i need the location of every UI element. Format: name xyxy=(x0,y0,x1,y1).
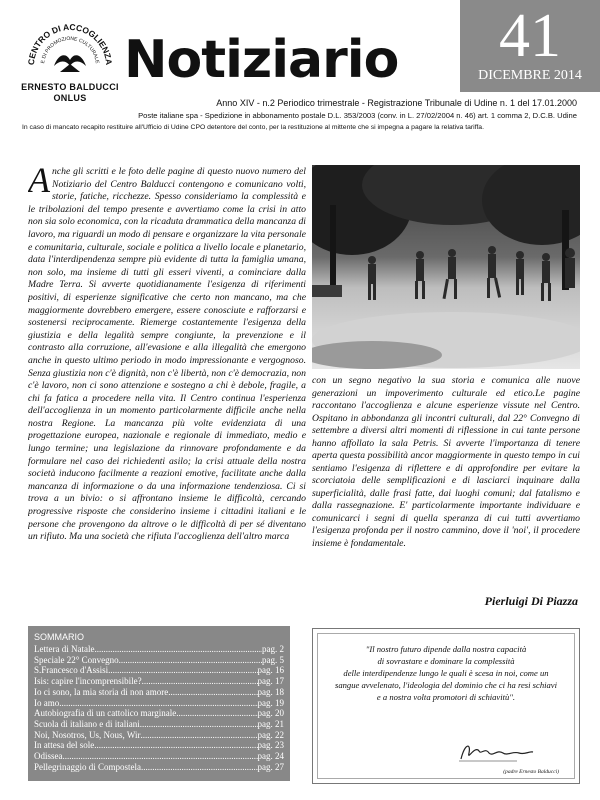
toc-item[interactable] xyxy=(34,751,284,762)
newsletter-title: Notiziario xyxy=(124,30,399,90)
issue-number: 41 xyxy=(499,2,561,70)
quote-box xyxy=(312,628,580,784)
quote-signature-label: (padre Ernesto Balducci) xyxy=(503,769,559,775)
drop-cap: A xyxy=(28,166,50,200)
toc-item-title: In attesa del sole xyxy=(34,740,95,751)
logo-emblem-icon xyxy=(20,14,120,84)
toc-item-page: pag. 24 xyxy=(257,751,284,762)
issue-box xyxy=(460,0,600,92)
toc-item[interactable] xyxy=(34,698,284,709)
handwritten-signature-icon xyxy=(457,739,537,765)
toc-item-title: Lettera di Natale xyxy=(34,644,95,654)
logo-arc-text: CENTRO DI ACCOGLIENZA xyxy=(25,21,115,66)
toc-dot-leader xyxy=(63,751,258,762)
toc-dot-leader xyxy=(140,730,257,741)
svg-text:CENTRO DI ACCOGLIENZA xyxy=(26,22,114,66)
logo-onlus: ONLUS xyxy=(53,93,87,103)
toc-item-title: Pellegrinaggio di Compostela xyxy=(34,761,141,772)
toc-item[interactable] xyxy=(34,676,284,687)
registration-line-1: Anno XIV - n.2 Periodico trimestrale - Registrazione Tribunale di Udine n. 1 del 17.01.2000 xyxy=(216,98,577,108)
logo-arc-subtext: E DI PROMOZIONE CULTURALE xyxy=(40,35,100,64)
registration-line-3: In caso di mancato recapito restituire all'Ufficio di Udine CPO detentore del conto, per la restituzione al mittente che si impegna a pagare la relativa tariffa. xyxy=(22,124,484,131)
toc-item[interactable] xyxy=(34,740,284,751)
toc-item-title: S.Francesco d'Assisi xyxy=(34,665,109,676)
article-left-column xyxy=(28,166,306,618)
toc-item-title: Autobiografia di un cattolico marginale xyxy=(34,708,177,719)
quote-text xyxy=(321,643,571,703)
toc-item-page: pag. 20 xyxy=(257,708,284,719)
toc-item-page: pag. 5 xyxy=(262,654,284,665)
toc-item[interactable] xyxy=(34,719,284,730)
toc-dot-leader xyxy=(94,644,262,655)
toc-item-page: pag. 2 xyxy=(262,644,284,654)
toc-dot-leader xyxy=(119,655,262,666)
toc-dot-leader xyxy=(142,676,258,687)
toc-item-page: pag. 27 xyxy=(257,761,284,772)
toc-dot-leader xyxy=(168,687,257,698)
quote-line: delle interdipendenze lungo le quali è scesa in noi, come un xyxy=(343,668,549,678)
toc-dot-leader xyxy=(108,665,257,676)
toc-item-title: Io amo xyxy=(34,697,60,708)
toc-item-page: pag. 18 xyxy=(257,686,284,697)
toc-item[interactable] xyxy=(34,730,284,741)
quote-line: "Il nostro futuro dipende dalla nostra capacità xyxy=(365,644,527,654)
toc-item-title: Scuola di italiano e di italiani xyxy=(34,718,140,729)
toc-list xyxy=(28,644,290,772)
quote-line: e a nostra volta promotori di schiavitù". xyxy=(376,692,516,702)
toc-item-page: pag. 23 xyxy=(257,740,284,751)
toc-item[interactable] xyxy=(34,762,284,773)
article-photo xyxy=(312,165,580,369)
toc-item[interactable] xyxy=(34,644,284,655)
toc-dot-leader xyxy=(59,698,257,709)
issue-date: DICEMBRE 2014 xyxy=(478,68,582,83)
toc-dot-leader xyxy=(94,740,257,751)
toc-item[interactable] xyxy=(34,708,284,719)
toc-dot-leader xyxy=(141,762,258,773)
registration-line-2: Poste italiane spa - Spedizione in abbonamento postale D.L. 353/2003 (conv. in L. 27/02/2004 n. 46) art. 1 comma 2, D.C.B. Udine xyxy=(138,111,577,120)
article-left-text: nche gli scritti e le foto delle pagine di questo nuovo numero del Notiziario del Centro Balducci contengono e comunicano volti, storie, fatiche, ricchezze. Spesso consideriamo la complessità e le tribolazioni del tempo presente e avvertiamo come la crisi in atto non sia solo economica, con la ricaduta drammatica della mancanza di lavoro, ma riguardi un modo di pensare e organizzare la vita personale e comunitaria, culturale, sociale e politica a livello locale e planetario, data l'interdipendenza sempre più evidente di tutta la famiglia umana, non solo, ma insieme di tutti gli esseri viventi, a cominciare dalla Madre Terra. Si avverte quotidianamente l'esigenza di riferimenti positivi, di esperienze significative che certo non mancano, ma che maggiormente dovrebbero emergere, essere conosciute e rafforzarsi e sostenersi reciprocamente. Riemerge costantemente l'esigenza della giustizia e della legalità sempre congiunte, la prevenzione e il contrasto alla corruzione, all'evasione e alla illegalità che emergono anche in questo ultimo periodo in modo impressionante e vergognoso. Senza giustizia non c'è dignità, non c'è libertà, non c'è democrazia, non c'è lavoro, non ci sono attenzione e sostegno a chi è debole, fragile, a chi fa fatica a procedere nella vita. Il Centro continua l'esperienza dell'accoglienza in un momento particolarmente difficile anche nella nostra Regione. La mancanza più volte evidenziata di una progettazione europea, nazionale e regionale di immediato, medio e lungo termine; una legislazione da rinnovare profondamente e da formulare nel caso dei richiedenti asilo; la crisi attuale della nostra società inducono facilmente a reazioni emotive, facilitate anche dalla mancanza di informazione o da una informazione tendenziosa. Ci si trova a un bivio: o si affrontano insieme le difficoltà, cercando progressive risposte che considerino insieme i cittadini italiani e le persone che provengono da altrove o le difficoltà di per sé diventano un rifiuto. Ma una società che rifiuta l'accoglienza dell'altro marca xyxy=(28,166,306,543)
toc-item-title: Io ci sono, la mia storia di non amore xyxy=(34,686,169,697)
toc-dot-leader xyxy=(176,708,257,719)
toc-item-page: pag. 16 xyxy=(257,665,284,676)
toc-heading: SOMMARIO xyxy=(34,632,85,642)
toc-item-page: pag. 19 xyxy=(257,697,284,708)
toc-item[interactable] xyxy=(34,665,284,676)
logo-name: ERNESTO BALDUCCI xyxy=(21,82,119,92)
toc-item-title: Speciale 22° Convegno xyxy=(34,654,119,665)
table-of-contents xyxy=(28,626,290,781)
article-right-column: con un segno negativo la sua storia e comunica alle nuove generazioni un impoverimento culturale ed etico.Le pagine raccontano l'accoglienza e alcune esperienze vissute nel Centro. Ospitano in abbondanza gli incontri culturali, dal 22° Convegno di settembre a diversi altri momenti di riflessione in cui tante persone hanno affollato la sala Petris. Si avverte l'importanza di tenere aperta questa possibilità ancor maggiormente in questo tempo in cui sentiamo l'esigenza di riflettere e di approfondire per evitare la scorciatoia delle semplificazioni e di lasciarci inquinare dalla superficialità, dalle frasi fatte, dai luoghi comuni; dal fatalismo e dalla rassegnazione. E' particolarmente importante individuare e comunicarci i segni di quella speranza di cui tutti avvertiamo l'esigenza profonda per il nostro cammino, dove il 'noi', il procedere insieme è fondamentale. xyxy=(312,375,580,549)
toc-item-page: pag. 17 xyxy=(257,676,284,687)
quote-line: sangue avvelenato, l'ideologia del dominio che ci ha resi schiavi xyxy=(334,680,558,690)
toc-item-title: Isis: capire l'incomprensibile? xyxy=(34,676,142,687)
photo-people-dancing-icon xyxy=(312,165,580,369)
author-signature: Pierluigi Di Piazza xyxy=(484,594,578,608)
toc-item-page: pag. 21 xyxy=(257,718,284,729)
toc-item[interactable] xyxy=(34,687,284,698)
toc-item-title: Noi, Nosotros, Us, Nous, Wir xyxy=(34,729,141,740)
toc-item-title: Odissea xyxy=(34,751,63,762)
toc-dot-leader xyxy=(140,719,258,730)
toc-item-page: pag. 22 xyxy=(257,729,284,740)
quote-line: di sovrastare e dominare la complessità xyxy=(377,656,515,666)
toc-item[interactable] xyxy=(34,655,284,666)
